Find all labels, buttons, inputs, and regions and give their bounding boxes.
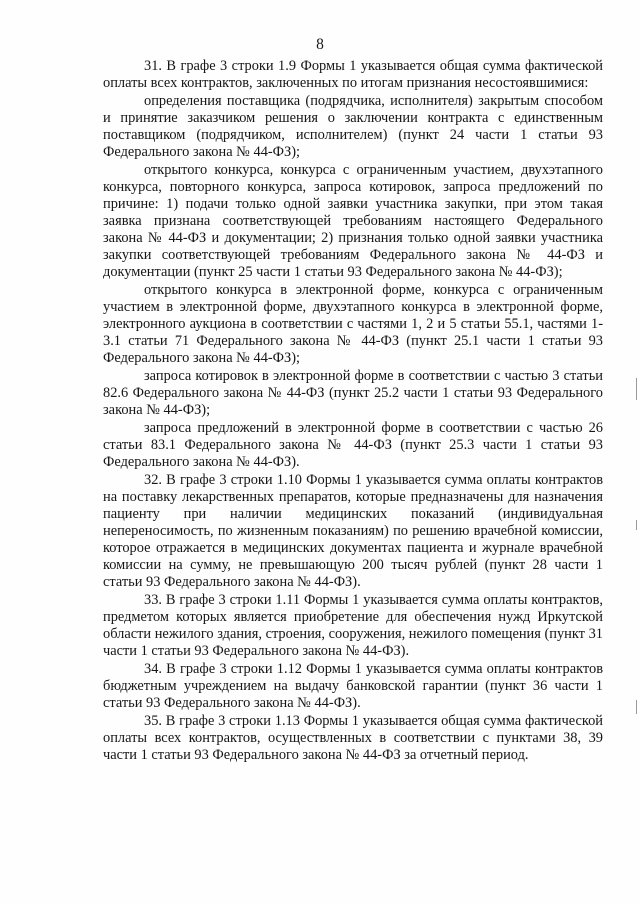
- paragraph-31: 31. В графе 3 строки 1.9 Формы 1 указывается общая сумма фактической оплаты всех контрактов, заключенных по итогам признания несостоявшимися:: [103, 58, 603, 91]
- paragraph-32: 32. В графе 3 строки 1.10 Формы 1 указывается сумма оплаты контрактов на поставку лекарственных препаратов, которые предназначены для назначения пациенту при наличии медицинских показаний (индивидуальная непереносимость, по жизненным показаниям) по решению врачебной комиссии, которое отражается в медицинских документах пациента и журнале врачебной комиссии на сумму, не превышающую 200 тысяч рублей (пункт 28 части 1 статьи 93 Федерального закона № 44-ФЗ).: [103, 472, 603, 590]
- page-number: 8: [316, 36, 324, 53]
- paragraph-31-item-electronic-proposal: запроса предложений в электронной форме в соответствии с частью 26 статьи 83.1 Федерального закона № 44-ФЗ (пункт 25.3 части 1 статьи 93 Федерального закона № 44-ФЗ).: [103, 419, 603, 470]
- scan-edge-mark: [636, 700, 637, 714]
- paragraph-31-item-closed-procedure: определения поставщика (подрядчика, исполнителя) закрытым способом и принятие заказчиком решения о заключении контракта с единственным поставщиком (подрядчиком, исполнителем) (пункт 24 части 1 статьи 93 Федерального закона № 44-ФЗ);: [103, 93, 603, 160]
- paragraph-31-item-electronic-quotation: запроса котировок в электронной форме в соответствии с частью 3 статьи 82.6 Федерального закона № 44-ФЗ (пункт 25.2 части 1 статьи 93 Федерального закона № 44-ФЗ);: [103, 367, 603, 418]
- document-body: [103, 58, 603, 765]
- paragraph-35: 35. В графе 3 строки 1.13 Формы 1 указывается общая сумма фактической оплаты всех контрактов, осуществленных в соответствии с пунктами 38, 39 части 1 статьи 93 Федерального закона № 44-ФЗ за отчетный период.: [103, 712, 603, 763]
- paragraph-33: 33. В графе 3 строки 1.11 Формы 1 указывается сумма оплаты контрактов, предметом которых является приобретение для обеспечения нужд Иркутской области нежилого здания, строения, сооружения, нежилого помещения (пункт 31 части 1 статьи 93 Федерального закона № 44-ФЗ).: [103, 591, 603, 659]
- paragraph-31-item-electronic-tender: открытого конкурса в электронной форме, конкурса с ограниченным участием в электронной форме, двухэтапного конкурса в электронной форме, электронного аукциона в соответствии с частями 1, 2 и 5 статьи 55.1, частями 1-3.1 статьи 71 Федерального закона № 44-ФЗ (пункт 25.1 части 1 статьи 93 Федерального закона № 44-ФЗ);: [103, 281, 603, 366]
- scan-edge-mark: [636, 378, 637, 400]
- paragraph-34: 34. В графе 3 строки 1.12 Формы 1 указывается сумма оплаты контрактов бюджетным учреждением на выдачу банковской гарантии (пункт 36 части 1 статьи 93 Федерального закона № 44-ФЗ).: [103, 660, 603, 711]
- paragraph-31-item-open-tender: открытого конкурса, конкурса с ограниченным участием, двухэтапного конкурса, повторного конкурса, запроса котировок, запроса предложений по причине: 1) подачи только одной заявки участника закупки, при этом такая заявка признана соответствующей требованиям настоящего Федерального закона № 44-ФЗ и документации; 2) признания только одной заявки участника закупки соответствующей требованиям Федерального закона № 44-ФЗ и документации (пункт 25 части 1 статьи 93 Федерального закона № 44-ФЗ);: [103, 162, 603, 280]
- scan-edge-mark: [636, 520, 637, 530]
